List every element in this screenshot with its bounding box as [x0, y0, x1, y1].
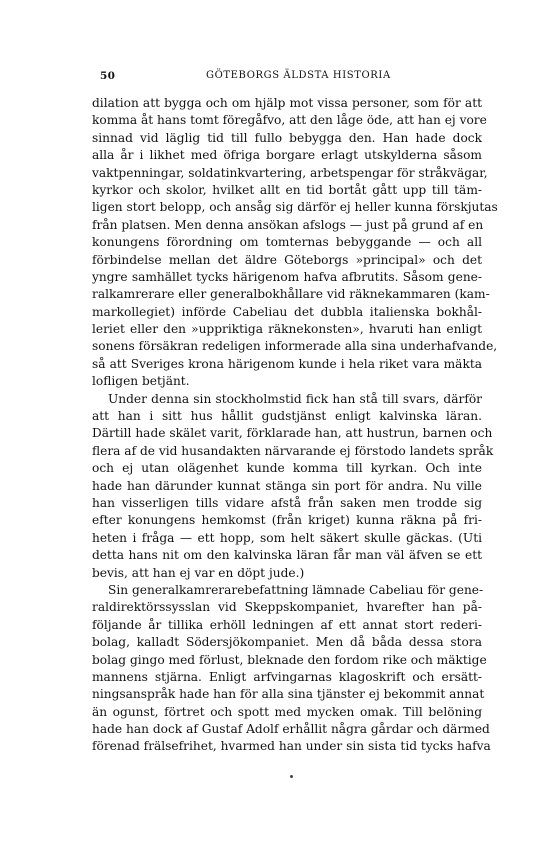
text-line: vaktpenningar, soldatinkvartering, arbetspengar för stråkvägar, — [92, 165, 488, 180]
text-line: Därtill hade skälet varit, förklarade han, att hustrun, barnen och — [92, 426, 493, 441]
text-line: flera af de vid husandakten närvarande ej förstodo landets språk — [92, 443, 494, 458]
text-line: sinnad vid läglig tid till fullo bebygga den. Han hade dock — [92, 130, 482, 145]
text-line: raldirektörssysslan vid Skeppskompaniet, hvarefter han på- — [92, 600, 482, 615]
text-line: lofligen betjänt. — [92, 374, 190, 389]
page-header — [96, 70, 476, 84]
text-line: ralkamrerare eller generalbokhållare vid räknekammaren (kam- — [92, 287, 490, 302]
text-line: ningsanspråk hade han för alla sina tjänster ej bekommit annat — [92, 687, 485, 702]
text-line: bolag gingo med förlust, bleknade den fordom rike och mäktige — [92, 652, 487, 667]
page-number: 50 — [100, 70, 116, 82]
text-line: komma åt hans tomt föregåfvo, att den låge öde, att han ej vore — [92, 113, 487, 128]
text-line: Under denna sin stockholmstid fick han stå till svars, därför — [108, 391, 482, 406]
text-line: sonens försäkran redeligen informerade alla sina underhafvande, — [92, 339, 498, 354]
text-line: förbindelse mellan det äldre Göteborgs »principal» och det — [92, 252, 482, 267]
text-line: kyrkor och skolor, hvilket allt en tid bortåt gått upp till täm- — [92, 182, 482, 197]
text-line: markollegiet) införde Cabeliau det dubbla italienska bokhål- — [92, 304, 482, 319]
text-line: från platsen. Men denna ansökan afslogs — just på grund af en — [92, 217, 484, 232]
running-title: GÖTEBORGS ÄLDSTA HISTORIA — [206, 70, 391, 81]
text-line: leriet eller den »uppriktiga räknekonsten», hvaruti han enligt — [92, 322, 482, 337]
text-line: och ej utan olägenhet kunde komma till kyrkan. Och inte — [92, 461, 482, 476]
text-line: han visserligen tills vidare afstå från saken men trodde sig — [92, 495, 482, 510]
text-line: att han i sitt hus hållit gudstjänst enligt kalvinska läran. — [92, 409, 482, 424]
text-line: dilation att bygga och om hjälp mot vissa personer, som för att — [92, 96, 482, 110]
text-line: konungens förordning om tomternas bebyggande — och all — [92, 235, 482, 250]
text-line: efter konungens hemkomst (från kriget) kunna räkna på fri- — [92, 513, 482, 528]
printer-mark — [290, 775, 293, 778]
text-line: så att Sveriges krona härigenom kunde i hela riket vara mäkta — [92, 356, 482, 371]
text-line: bevis, att han ej var en döpt jude.) — [92, 565, 305, 580]
text-line: hade han därunder kunnat stänga sin port för andra. Nu ville — [92, 478, 482, 493]
text-line: heten i fråga — ett hopp, som helt säkert skulle gäckas. (Uti — [92, 530, 482, 545]
body-text — [92, 95, 498, 756]
text-line: mannens stjärna. Enligt arfvingarnas klagoskrift och ersätt- — [92, 669, 482, 684]
text-line: förenad frälsefrihet, hvarmed han under sin sista tid tycks hafva — [92, 739, 491, 754]
text-line: hade han dock af Gustaf Adolf erhållit några gårdar och därmed — [92, 722, 490, 737]
text-line: yngre samhället tycks härigenom hafva afbrutits. Såsom gene- — [92, 269, 482, 284]
text-line: än ogunst, förtret och spott med mycken omak. Till belöning — [92, 704, 482, 719]
text-line: följande år tillika erhöll ledningen af ett annat stort rederi- — [92, 617, 482, 632]
text-line: Sin generalkamrerarebefattning lämnade Cabeliau för gene- — [108, 582, 484, 597]
text-line: bolag, kalladt Södersjökompaniet. Men då båda dessa stora — [92, 635, 482, 650]
text-line: detta hans nit om den kalvinska läran får man väl äfven se ett — [92, 548, 482, 563]
text-line: ligen stort belopp, och ansåg sig därför ej heller kunna förskjutas — [92, 200, 498, 215]
text-line: alla år i likhet med öfriga borgare erlagt utskylderna såsom — [92, 148, 482, 163]
